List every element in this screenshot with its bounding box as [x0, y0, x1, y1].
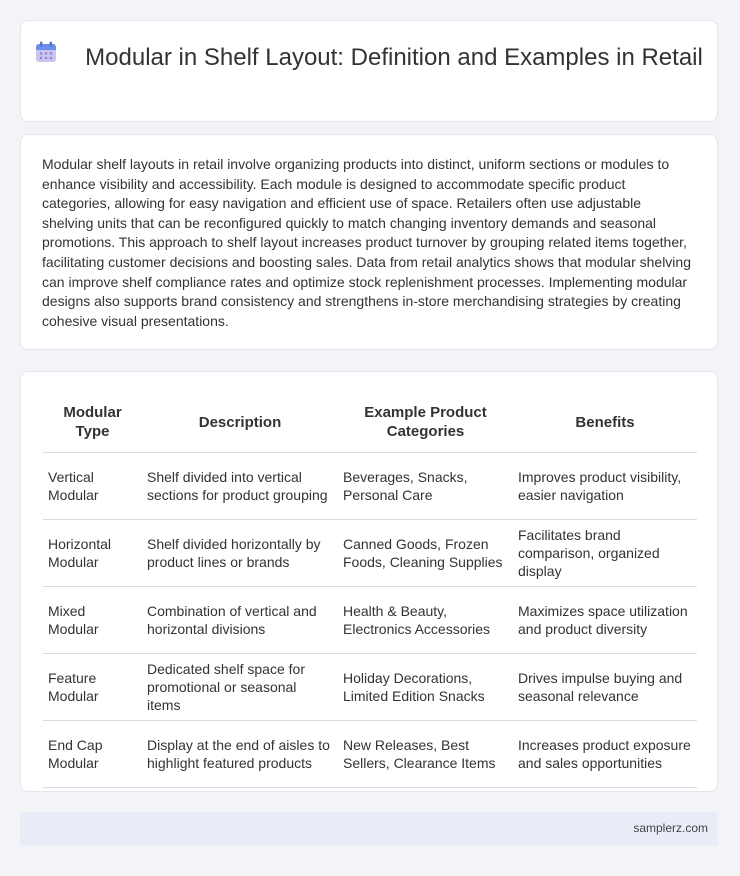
cell-benefits: Increases product exposure and sales opportunities	[513, 721, 697, 788]
title-card	[20, 20, 718, 122]
table-row	[43, 520, 697, 587]
cell-categories: Holiday Decorations, Limited Edition Snacks	[338, 654, 513, 721]
table-header-row	[43, 392, 697, 453]
table-row	[43, 587, 697, 654]
cell-type: Mixed Modular	[43, 587, 142, 654]
cell-benefits: Facilitates brand comparison, organized display	[513, 520, 697, 587]
modular-types-table	[43, 392, 697, 788]
cell-categories: Canned Goods, Frozen Foods, Cleaning Supplies	[338, 520, 513, 587]
cell-type: Feature Modular	[43, 654, 142, 721]
page-title: Modular in Shelf Layout: Definition and Examples in Retail	[85, 44, 703, 71]
cell-benefits: Drives impulse buying and seasonal relevance	[513, 654, 697, 721]
table-card	[20, 371, 718, 792]
cell-type: Horizontal Modular	[43, 520, 142, 587]
cell-type: Vertical Modular	[43, 453, 142, 520]
footer-site-link[interactable]: samplerz.com	[633, 821, 708, 835]
intro-paragraph: Modular shelf layouts in retail involve organizing products into distinct, uniform sections or modules to enhance visibility and accessibility. Each module is designed to accommodate specific product categories, allowing for easy navigation and efficient use of space. Retailers often use adjustable shelving units that can be reconfigured quickly to match changing inventory demands and seasonal promotions. This approach to shelf layout increases product turnover by grouping related items together, facilitating customer decisions and boosting sales. Data from retail analytics shows that modular shelving can improve shelf compliance rates and optimize stock replenishment processes. Implementing modular designs also supports brand consistency and strengthens in-store merchandising strategies by creating cohesive visual presentations.	[42, 156, 691, 329]
cell-description: Dedicated shelf space for promotional or seasonal items	[142, 654, 338, 721]
cell-benefits: Maximizes space utilization and product diversity	[513, 587, 697, 654]
page-title-wrap	[21, 43, 717, 74]
table-row	[43, 453, 697, 520]
header-modular-type: Modular Type	[43, 392, 142, 453]
footer-bar	[20, 812, 718, 846]
cell-description: Combination of vertical and horizontal divisions	[142, 587, 338, 654]
cell-benefits: Improves product visibility, easier navigation	[513, 453, 697, 520]
cell-categories: Health & Beauty, Electronics Accessories	[338, 587, 513, 654]
cell-description: Shelf divided horizontally by product lines or brands	[142, 520, 338, 587]
cell-description: Shelf divided into vertical sections for product grouping	[142, 453, 338, 520]
table-row	[43, 654, 697, 721]
header-benefits: Benefits	[513, 392, 697, 453]
calendar-icon	[35, 41, 57, 71]
intro-card	[20, 134, 718, 350]
cell-categories: New Releases, Best Sellers, Clearance Items	[338, 721, 513, 788]
cell-categories: Beverages, Snacks, Personal Care	[338, 453, 513, 520]
header-example-categories: Example Product Categories	[338, 392, 513, 453]
table-row	[43, 721, 697, 788]
header-description: Description	[142, 392, 338, 453]
cell-description: Display at the end of aisles to highlight featured products	[142, 721, 338, 788]
cell-type: End Cap Modular	[43, 721, 142, 788]
